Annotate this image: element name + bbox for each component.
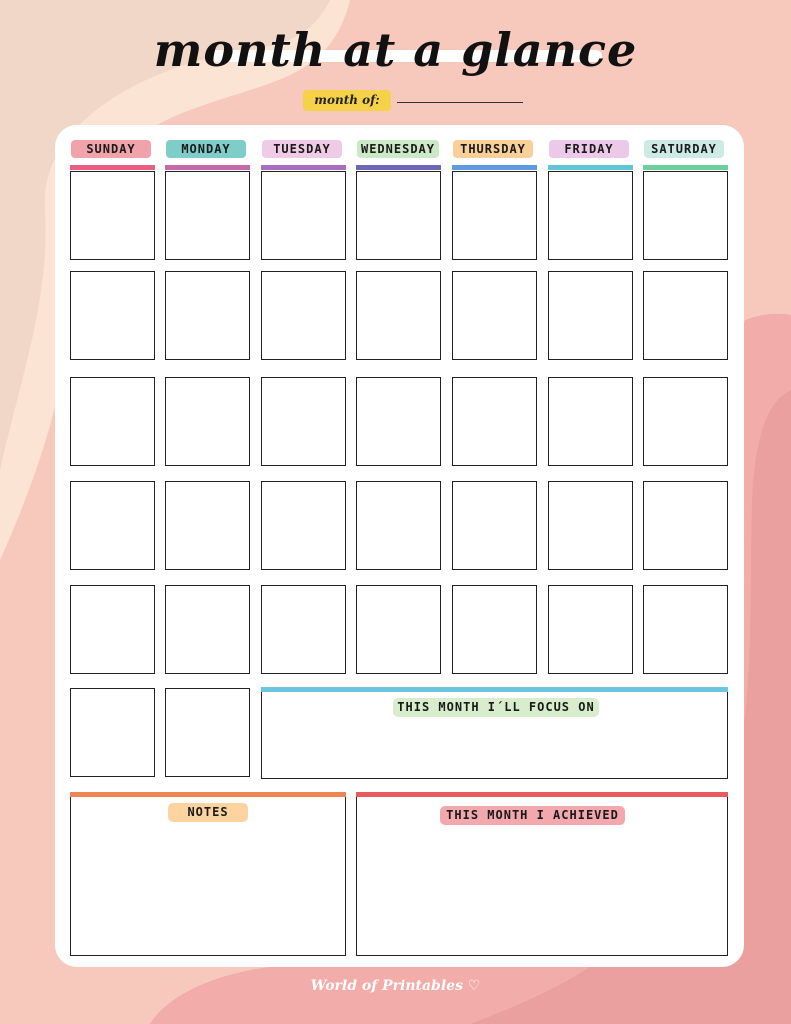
day-bar-saturday — [643, 165, 728, 170]
day-bar-wednesday — [356, 165, 441, 170]
day-cell[interactable] — [261, 377, 346, 466]
day-cell[interactable] — [452, 271, 537, 360]
day-cell[interactable] — [548, 585, 633, 674]
day-cell[interactable] — [548, 271, 633, 360]
focus-label: THIS MONTH I´LL FOCUS ON — [393, 698, 599, 717]
day-cell[interactable] — [452, 377, 537, 466]
day-cell[interactable] — [261, 481, 346, 570]
day-cell[interactable] — [261, 585, 346, 674]
month-of-label: month of: — [303, 90, 391, 111]
day-cell[interactable] — [70, 585, 155, 674]
day-cell[interactable] — [70, 171, 155, 260]
day-cell[interactable] — [356, 377, 441, 466]
day-bar-monday — [165, 165, 250, 170]
day-cell[interactable] — [356, 271, 441, 360]
day-cell[interactable] — [261, 171, 346, 260]
day-label-monday: MONDAY — [166, 140, 246, 158]
day-cell[interactable] — [548, 481, 633, 570]
day-label-sunday: SUNDAY — [71, 140, 151, 158]
footer-brand: World of Printables ♡ — [310, 978, 481, 994]
notes-label: NOTES — [168, 803, 248, 822]
day-cell[interactable] — [643, 481, 728, 570]
achieved-label: THIS MONTH I ACHIEVED — [440, 806, 625, 825]
title-area — [0, 22, 791, 82]
day-cell[interactable] — [452, 585, 537, 674]
day-label-saturday: SATURDAY — [644, 140, 724, 158]
day-label-thursday: THURSDAY — [453, 140, 533, 158]
day-cell[interactable] — [261, 271, 346, 360]
day-cell[interactable] — [165, 481, 250, 570]
day-cell[interactable] — [165, 377, 250, 466]
day-cell[interactable] — [643, 171, 728, 260]
day-cell[interactable] — [643, 271, 728, 360]
page-title: month at a glance — [153, 23, 638, 77]
day-cell[interactable] — [643, 377, 728, 466]
day-cell[interactable] — [356, 585, 441, 674]
day-cell[interactable] — [165, 585, 250, 674]
day-label-tuesday: TUESDAY — [262, 140, 342, 158]
day-bar-tuesday — [261, 165, 346, 170]
day-cell[interactable] — [356, 481, 441, 570]
day-cell[interactable] — [548, 377, 633, 466]
day-cell[interactable] — [165, 171, 250, 260]
day-cell[interactable] — [165, 688, 250, 777]
day-label-wednesday: WEDNESDAY — [357, 140, 439, 158]
day-cell[interactable] — [356, 171, 441, 260]
day-cell[interactable] — [548, 171, 633, 260]
day-label-friday: FRIDAY — [549, 140, 629, 158]
day-cell[interactable] — [452, 481, 537, 570]
month-of-input-line[interactable] — [397, 102, 523, 103]
day-cell[interactable] — [643, 585, 728, 674]
day-bar-sunday — [70, 165, 155, 170]
day-cell[interactable] — [452, 171, 537, 260]
day-bar-thursday — [452, 165, 537, 170]
day-cell[interactable] — [70, 688, 155, 777]
day-cell[interactable] — [165, 271, 250, 360]
day-cell[interactable] — [70, 377, 155, 466]
day-cell[interactable] — [70, 271, 155, 360]
day-bar-friday — [548, 165, 633, 170]
day-cell[interactable] — [70, 481, 155, 570]
